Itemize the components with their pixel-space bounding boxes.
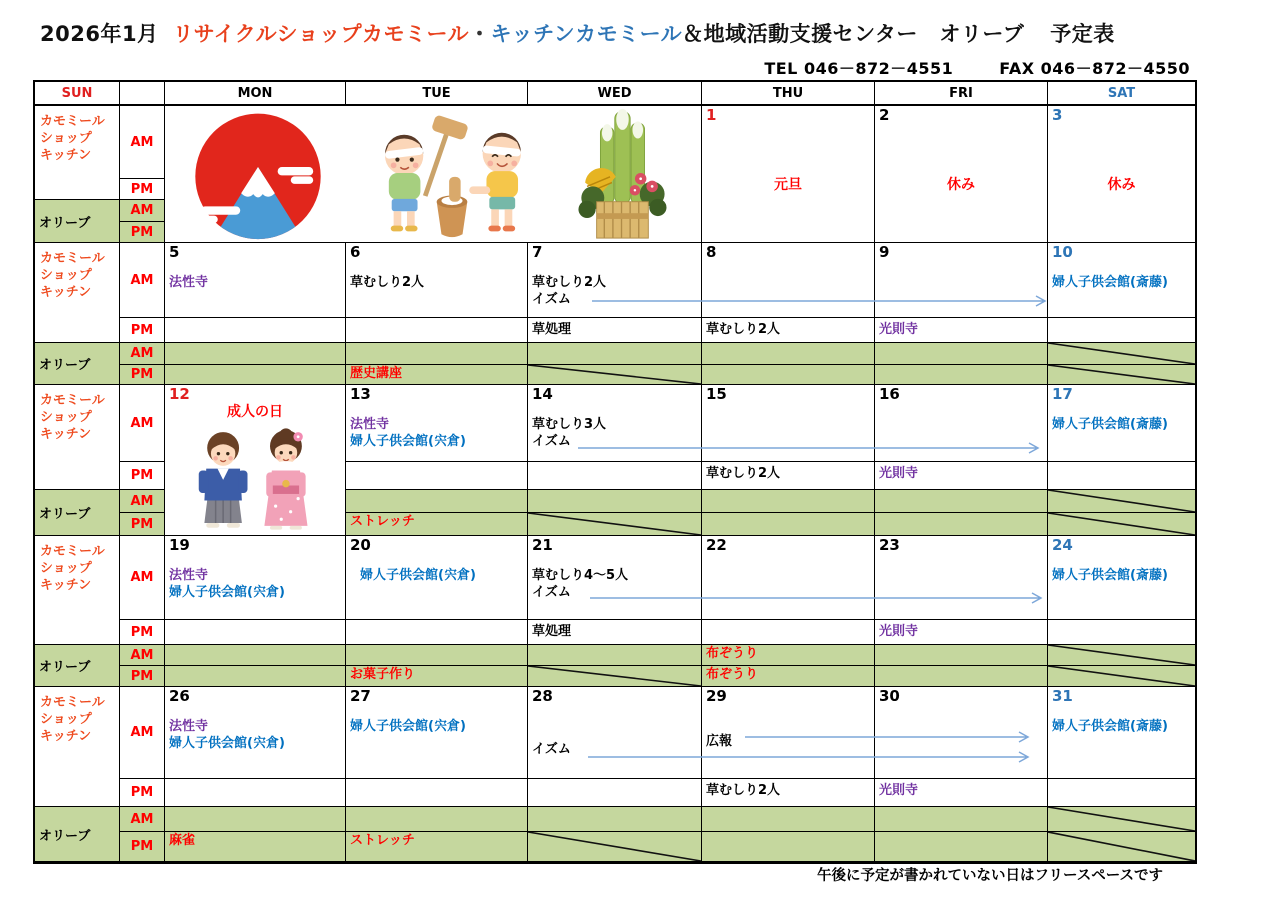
olive-pm-label: PM (120, 365, 165, 385)
shop-am-label: AM (120, 106, 165, 179)
event-temple: 光則寺 (879, 783, 919, 798)
closed-slash (1048, 807, 1195, 831)
day-cell-jan1 (702, 106, 875, 243)
event-weeding: 草むしり4～5人 (532, 568, 629, 584)
day-cell-jan16-am: 16 (875, 385, 1048, 462)
event-temple: 法性寺 (350, 417, 390, 433)
date-number: 2 (879, 106, 890, 124)
event-weeding: 草むしり2人 (706, 466, 781, 481)
date-number: 3 (1052, 106, 1063, 124)
day-cell-jan15-am: 15 (702, 385, 875, 462)
olive-closed-cell (1048, 666, 1195, 687)
closed-slash (1048, 365, 1195, 384)
event-ism: イズム (532, 292, 571, 308)
event-ism: イズム (532, 742, 571, 758)
event-temple: 法性寺 (169, 568, 209, 584)
day-cell-jan20-am: 20 婦人子供会館(宍倉) (346, 536, 528, 620)
day-cell-jan28-am: 28 イズム (528, 687, 702, 779)
row-label-shop: カモミール ショップ キッチン (35, 536, 120, 645)
day-cell-jan13-am: 13 法性寺 婦人子供会館(宍倉) (346, 385, 528, 462)
event-hall-saito: 婦人子供会館(斎藤) (1052, 417, 1168, 433)
day-cell-jan31-am: 31 婦人子供会館(斎藤) (1048, 687, 1195, 779)
olive-am-label: AM (120, 490, 165, 513)
olive-am-label: AM (120, 343, 165, 365)
day-cell-jan29-pm (702, 779, 875, 807)
title-org-kitchen: キッチンカモミール (490, 22, 683, 46)
header-thu: THU (702, 82, 875, 106)
page-title (40, 18, 1115, 48)
day-cell-jan5-am: 5 法性寺 (165, 243, 346, 318)
olive-pm-label: PM (120, 222, 165, 243)
day-cell-jan8-pm (702, 318, 875, 343)
olive-pm-label: PM (120, 666, 165, 687)
new-year-illustrations-cell (165, 106, 702, 243)
title-month: 2026年1月 (40, 22, 159, 46)
row-label-shop: カモミール ショップ キッチン (35, 106, 120, 200)
schedule-table (33, 80, 1197, 864)
event-weeding: 草むしり2人 (532, 275, 607, 291)
shop-am-label: AM (120, 243, 165, 318)
day-cell-jan7-am: 7 草むしり2人 イズム (528, 243, 702, 318)
day-cell-jan8-am: 8 (702, 243, 875, 318)
closed-slash (528, 832, 701, 861)
day-cell-jan30-am: 30 (875, 687, 1048, 779)
day-cell-jan27-am: 27 婦人子供会館(宍倉) (346, 687, 528, 779)
closed-slash (528, 666, 701, 686)
shop-pm-label: PM (120, 318, 165, 343)
event-grass-disposal: 草処理 (532, 624, 572, 639)
event-hall-shishikura: 婦人子供会館(宍倉) (169, 736, 285, 752)
event-hall-shishikura: 婦人子供会館(宍倉) (350, 719, 466, 735)
row-label-olive: オリーブ (35, 490, 120, 536)
event-temple: 法性寺 (169, 275, 209, 291)
shop-am-label: AM (120, 536, 165, 620)
day-cell-jan29-am: 29 広報 (702, 687, 875, 779)
olive-am-label: AM (120, 200, 165, 222)
day-cell-jan30-pm (875, 779, 1048, 807)
row-label-olive: オリーブ (35, 807, 120, 862)
day-cell-jan7-pm (528, 318, 702, 343)
weekday-header-row (35, 82, 1195, 106)
olive-closed-cell (1048, 513, 1195, 536)
event-stretch: ストレッチ (350, 514, 415, 529)
shop-am-label: AM (120, 687, 165, 779)
day-cell-jan16-pm (875, 462, 1048, 490)
event-temple: 光則寺 (879, 466, 919, 481)
closed-slash (1048, 832, 1195, 861)
closed-label: 休み (947, 177, 975, 194)
day-cell-jan6-am: 6 草むしり2人 (346, 243, 528, 318)
date-number: 1 (706, 106, 717, 124)
olive-closed-cell (1048, 343, 1195, 365)
olive-closed-cell (528, 666, 702, 687)
event-hall-saito: 婦人子供会館(斎藤) (1052, 275, 1168, 291)
fax-number: FAX 046－872－4550 (999, 59, 1190, 78)
olive-jan13-pm (346, 513, 528, 536)
day-cell-jan24-am: 24 婦人子供会館(斎藤) (1048, 536, 1195, 620)
event-cloth-zori: 布ぞうり (706, 667, 759, 682)
closed-slash (1048, 666, 1195, 686)
title-suffix: 予定表 (1050, 22, 1115, 46)
event-sweets-making: お菓子作り (350, 667, 416, 682)
seijin-no-hi-kimono-pair-illustration (180, 424, 330, 532)
row-label-olive: オリーブ (35, 200, 120, 243)
olive-pm-label: PM (120, 832, 165, 862)
week-4 (35, 536, 1195, 687)
closed-slash (528, 513, 701, 535)
olive-jan27-pm (346, 832, 528, 862)
event-hall-saito: 婦人子供会館(斎藤) (1052, 719, 1168, 735)
day-cell-jan23-am: 23 (875, 536, 1048, 620)
row-label-shop: カモミール ショップ キッチン (35, 687, 120, 807)
olive-closed-cell (1048, 807, 1195, 832)
olive-closed-cell (1048, 490, 1195, 513)
title-org-recycle: リサイクルショップカモミール (172, 22, 470, 46)
event-cloth-zori: 布ぞうり (706, 646, 759, 661)
day-cell-jan19-am: 19 法性寺 婦人子供会館(宍倉) (165, 536, 346, 620)
header-wed: WED (528, 82, 702, 106)
event-weeding: 草むしり2人 (706, 783, 781, 798)
olive-jan22-pm (702, 666, 875, 687)
coming-of-age-day-label: 成人の日 (227, 404, 283, 421)
rising-sun-mt-fuji-illustration (183, 109, 333, 240)
olive-jan26-pm (165, 832, 346, 862)
row-label-shop: カモミール ショップ キッチン (35, 243, 120, 343)
shop-pm-label: PM (120, 462, 165, 490)
day-cell-jan10-am: 10 婦人子供会館(斎藤) (1048, 243, 1195, 318)
contact-line (33, 56, 1190, 79)
day-cell-jan15-pm (702, 462, 875, 490)
shop-pm-label: PM (120, 620, 165, 645)
day-cell-jan21-am: 21 草むしり4～5人 イズム (528, 536, 702, 620)
day-cell-jan26-am: 26 法性寺 婦人子供会館(宍倉) (165, 687, 346, 779)
olive-jan22-am (702, 645, 875, 666)
event-hall-shishikura: 婦人子供会館(宍倉) (169, 585, 285, 601)
olive-closed-cell (528, 513, 702, 536)
week-5 (35, 687, 1195, 862)
event-hall-shishikura: 婦人子供会館(宍倉) (360, 568, 476, 584)
holiday-label: 元旦 (774, 177, 802, 194)
event-weeding: 草むしり2人 (706, 322, 781, 337)
mochi-pounding-kids-illustration (354, 106, 550, 240)
olive-jan20-pm (346, 666, 528, 687)
event-ism: イズム (532, 585, 571, 601)
day-cell-jan3 (1048, 106, 1195, 243)
event-grass-disposal: 草処理 (532, 322, 572, 337)
tel-number: TEL 046－872－4551 (764, 59, 954, 78)
closed-slash (1048, 513, 1195, 535)
row-label-olive: オリーブ (35, 645, 120, 687)
event-stretch: ストレッチ (350, 833, 415, 848)
olive-closed-cell (528, 832, 702, 862)
day-cell-jan9-am: 9 (875, 243, 1048, 318)
day-cell-jan14-am: 14 草むしり3人 イズム (528, 385, 702, 462)
day-cell-jan12-seijin: 12 成人の日 (165, 385, 346, 536)
olive-closed-cell (528, 365, 702, 385)
title-separator: ・ (469, 22, 491, 46)
olive-closed-cell (1048, 365, 1195, 385)
header-mon: MON (165, 82, 346, 106)
header-spacer (120, 82, 165, 106)
olive-am-label: AM (120, 645, 165, 666)
header-sat: SAT (1048, 82, 1195, 106)
shop-pm-label: PM (120, 179, 165, 200)
event-ism: イズム (532, 434, 571, 450)
shop-am-label: AM (120, 385, 165, 462)
closed-slash (1048, 343, 1195, 364)
day-cell-jan22-am: 22 (702, 536, 875, 620)
day-cell-jan2 (875, 106, 1048, 243)
olive-closed-cell (1048, 832, 1195, 862)
week-3 (35, 385, 1195, 536)
olive-pm-label: PM (120, 513, 165, 536)
footer-note: 午後に予定が書かれていない日はフリースペースです (817, 868, 1163, 884)
closed-slash (1048, 490, 1195, 512)
event-mahjong: 麻雀 (169, 833, 196, 848)
day-cell-jan17-am: 17 婦人子供会館(斎藤) (1048, 385, 1195, 462)
row-label-shop: カモミール ショップ キッチン (35, 385, 120, 490)
event-temple: 光則寺 (879, 624, 919, 639)
event-temple: 光則寺 (879, 322, 919, 337)
title-org-olive: ＆地域活動支援センター オリーブ (682, 22, 1025, 46)
week-1 (35, 106, 1195, 243)
header-sun: SUN (35, 82, 120, 106)
closed-slash (1048, 645, 1195, 665)
kadomatsu-illustration (571, 106, 673, 240)
closed-label: 休み (1107, 177, 1136, 194)
olive-am-label: AM (120, 807, 165, 832)
header-fri: FRI (875, 82, 1048, 106)
event-hall-shishikura: 婦人子供会館(宍倉) (350, 434, 466, 450)
row-label-olive: オリーブ (35, 343, 120, 385)
event-pr: 広報 (706, 734, 733, 750)
day-cell-jan9-pm (875, 318, 1048, 343)
olive-closed-cell (1048, 645, 1195, 666)
closed-slash (528, 365, 701, 384)
shop-pm-label: PM (120, 779, 165, 807)
day-cell-jan23-pm (875, 620, 1048, 645)
event-history-lecture: 歴史講座 (350, 366, 403, 381)
day-cell-jan21-pm (528, 620, 702, 645)
event-temple: 法性寺 (169, 719, 209, 735)
header-tue: TUE (346, 82, 528, 106)
event-weeding: 草むしり3人 (532, 417, 607, 433)
olive-jan6-pm (346, 365, 528, 385)
event-hall-saito: 婦人子供会館(斎藤) (1052, 568, 1168, 584)
week-2 (35, 243, 1195, 385)
event-weeding: 草むしり2人 (350, 275, 425, 291)
